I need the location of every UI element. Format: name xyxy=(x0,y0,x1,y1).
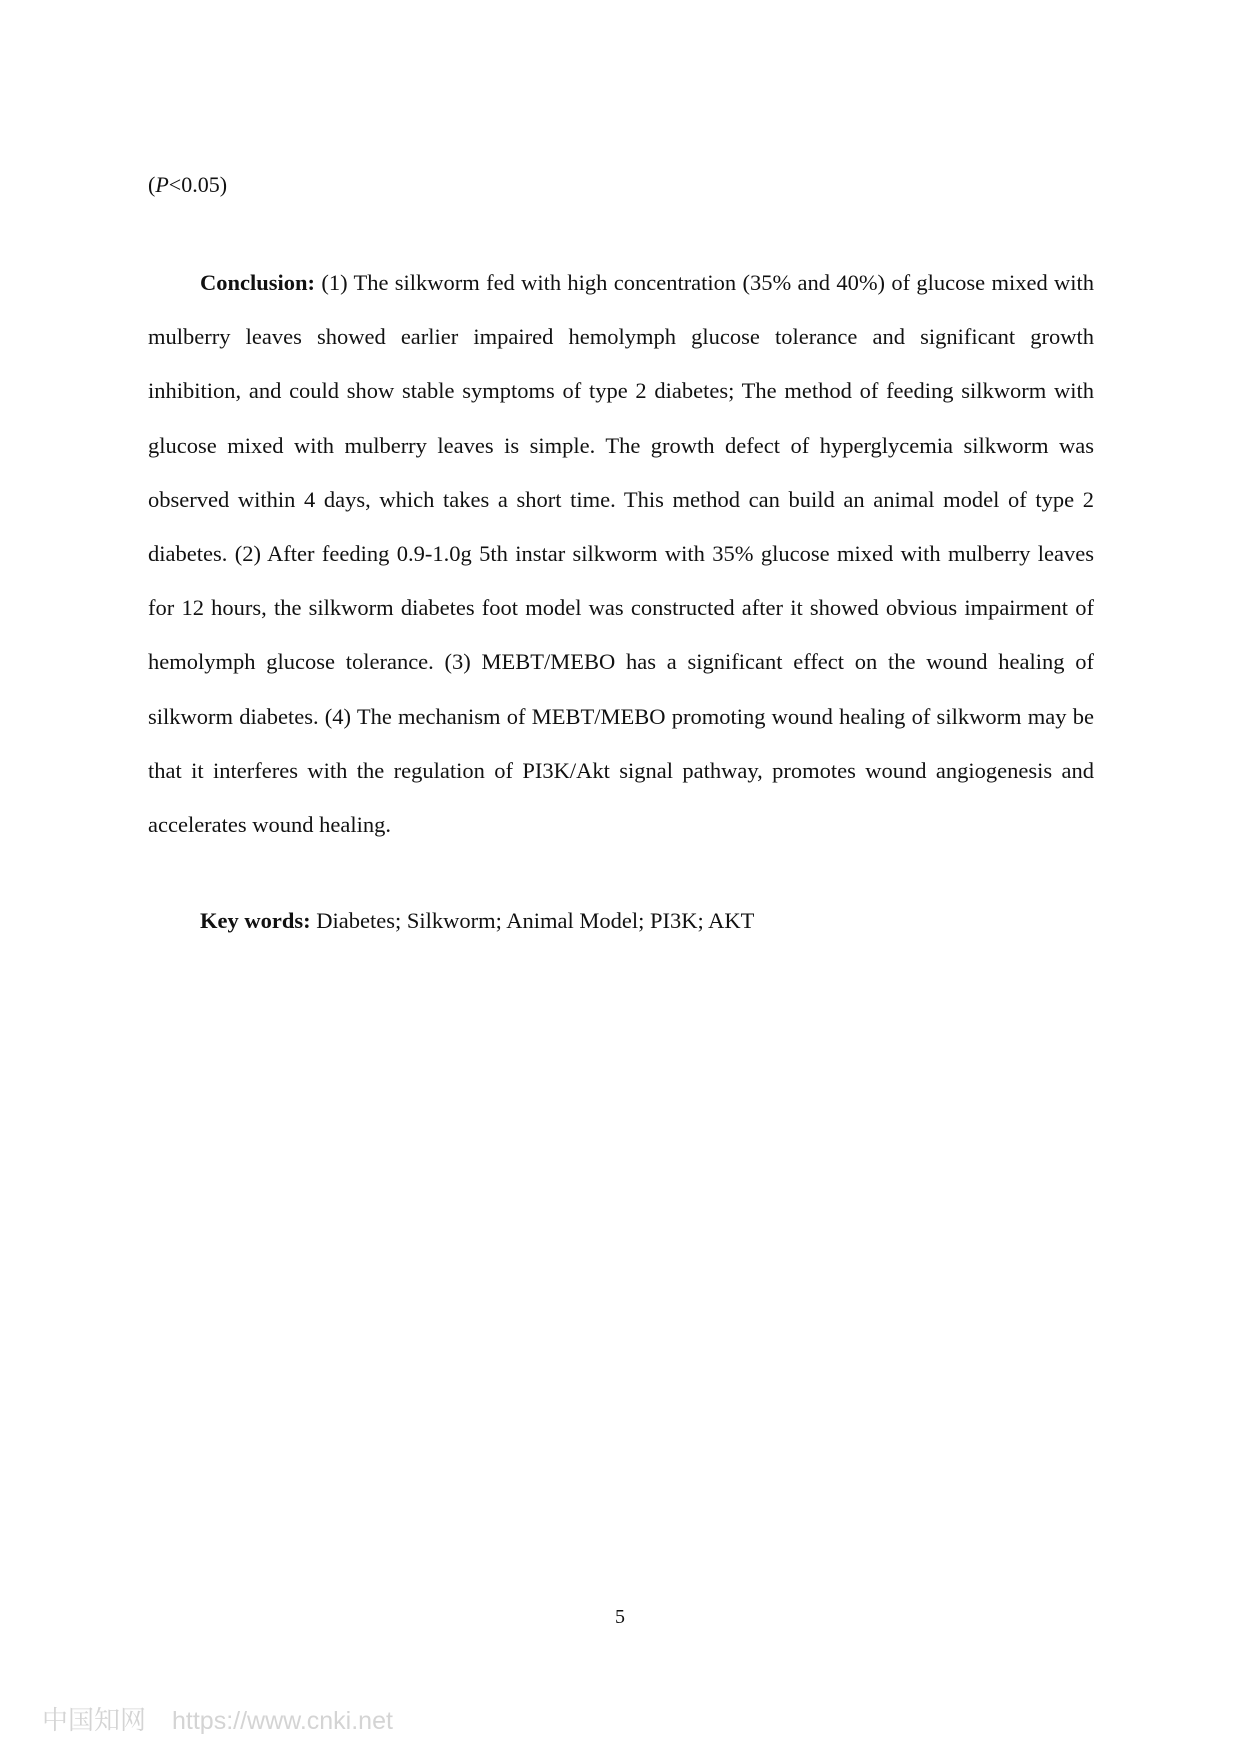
p-value-rest: <0.05) xyxy=(168,172,228,197)
keywords-paragraph xyxy=(148,904,1094,938)
conclusion-text: (1) The silkworm fed with high concentration (35% and 40%) of glucose mixed with mulberry leaves showed earlier impaired hemolymph glucose tolerance and significant growth inhibition, and could show stable symptoms of type 2 diabetes; The method of feeding silkworm with glucose mixed with mulberry leaves is simple. The growth defect of hyperglycemia silkworm was observed within 4 days, which takes a short time. This method can build an animal model of type 2 diabetes. (2) After feeding 0.9-1.0g 5th instar silkworm with 35% glucose mixed with mulberry leaves for 12 hours, the silkworm diabetes foot model was constructed after it showed obvious impairment of hemolymph glucose tolerance. (3) MEBT/MEBO has a significant effect on the wound healing of silkworm diabetes. (4) The mechanism of MEBT/MEBO promoting wound healing of silkworm may be that it interferes with the regulation of PI3K/Akt signal pathway, promotes wound angiogenesis and accelerates wound healing. xyxy=(148,270,1094,838)
page-number: 5 xyxy=(615,1606,625,1628)
p-value-line xyxy=(148,170,227,200)
conclusion-label: Conclusion: xyxy=(200,270,316,295)
conclusion-paragraph xyxy=(148,256,1094,852)
keywords-text: Diabetes; Silkworm; Animal Model; PI3K; AKT xyxy=(310,908,755,933)
p-value-italic-p: P xyxy=(155,172,169,197)
p-value-open: ( xyxy=(148,172,156,197)
cnki-watermark xyxy=(42,1700,393,1737)
keywords-label: Key words: xyxy=(200,908,311,933)
watermark-brand: 中国知网 xyxy=(42,1705,147,1735)
watermark-url: https://www.cnki.net xyxy=(172,1707,393,1735)
